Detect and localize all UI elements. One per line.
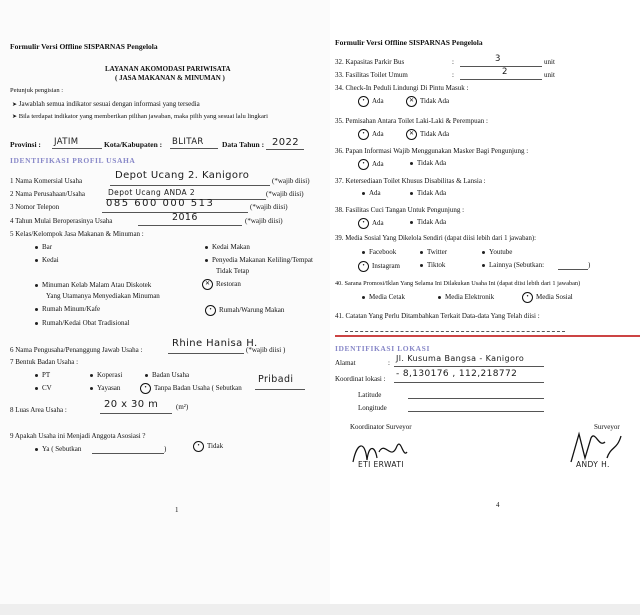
bottom-strip <box>0 604 640 615</box>
media-lainnya[interactable]: Lainnya (Sebutkan: <box>482 261 544 269</box>
left-page: Formulir Versi Offline SISPARNAS Pengelola LAYANAN AKOMODASI PARIWISATA ( JASA MAKANAN & MINUMAN ) Petunjuk pengisian : ➤ Jawablah semua indikator sesuai dengan informasi yang tersedia ➤ Bila terdapat indikator yang memberikan pilihan jawaban, maka pilih yang sesuai lalu lingkari Provinsi : JATIM Kota/Kabupaten : BLITAR Data Tahun : 2022 IDENTIFIKASI PROFIL USAHA 1 Nama Komersial Usaha Depot Ucang 2. Kanigoro (*wajib diisi) 2 Nama Perusahaan/Usaha Depot Ucang ANDA 2 (*wajib diisi) 3 Nomor Telepon 085 600 000 513 (*wajib diisi) 4 Tahun Mulai Beroperasinya Usaha 2016 (*wajib diisi) 5 Kelas/Kelompok Jasa Makanan & Minuman : Bar Kedai Kedai Makan Penyedia Makanan Keliling/Tempat Tidak Tetap Minuman Kelab Malam Atau Diskotek Yang Utamanya Menyediakan Minuman ✕ Restoran Rumah Minum/Kafe • Rumah/Warung Makan Rumah/Kedai Obat Tradisional 6 Nama Pengusaha/Penanggung Jawab Usaha : Rhine Hanisa H. (*wajib diisi ) 7 Bentuk Badan Usaha : PT Koperasi Badan Usaha CV Yayasan • Tanpa Badan Usaha ( Sebutkan Pribadi 8 Luas Area Usaha : 20 x 30 m (m²) 9 Apakah Usaha ini Menjadi Anggota Asosiasi ? Ya ( Sebutkan ) • Tidak 1 <box>0 0 330 615</box>
q2-label: 2 Nama Perusahaan/Usaha <box>10 190 86 198</box>
coord-label: Koordinat lokasi : <box>335 375 386 383</box>
city-value: BLITAR <box>172 137 204 147</box>
opt-bar[interactable]: Bar <box>35 243 52 251</box>
q32-label: 32. Kapasitas Parkir Bus <box>335 58 405 66</box>
instructions-label: Petunjuk pengisian : <box>10 87 64 94</box>
form-subtitle: ( JASA MAKANAN & MINUMAN ) <box>115 74 225 82</box>
opt-minuman-cont: Yang Utamanya Menyediakan Minuman <box>46 292 160 300</box>
q8-value: 20 x 30 m <box>104 399 159 410</box>
opt-kedai[interactable]: Kedai <box>35 256 59 264</box>
q5-label: 5 Kelas/Kelompok Jasa Makanan & Minuman : <box>10 230 144 238</box>
city-label: Kota/Kabupaten : <box>104 140 163 149</box>
q2-required: (*wajib diisi) <box>266 190 304 198</box>
q7-label: 7 Bentuk Badan Usaha : <box>10 358 79 366</box>
q33-label: 33. Fasilitas Toilet Umum <box>335 71 408 79</box>
q4-value: 2016 <box>172 212 198 223</box>
coordinator-label: Koordinator Surveyor <box>350 423 412 431</box>
q40-label: 40. Sarana Promosi/Iklan Yang Selama Ini Dilakukan Usaha Ini (dapat diisi lebih dari 1 jawaban) <box>335 280 581 287</box>
opt-badan-usaha[interactable]: Badan Usaha <box>145 371 189 379</box>
opt-ya[interactable]: Ya ( Sebutkan <box>35 445 81 453</box>
q4-label: 4 Tahun Mulai Beroperasinya Usaha <box>10 217 113 225</box>
opt-kedai-makan[interactable]: Kedai Makan <box>205 243 250 251</box>
q6-label: 6 Nama Pengusaha/Penanggung Jawab Usaha : <box>10 346 143 354</box>
section-divider <box>335 335 640 337</box>
promo-cetak[interactable]: Media Cetak <box>362 293 405 301</box>
q38-ada[interactable]: • Ada <box>358 218 384 229</box>
form-header-right: Formulir Versi Offline SISPARNAS Pengelola <box>335 38 483 47</box>
q33-unit: unit <box>544 71 555 79</box>
province-value: JATIM <box>54 137 79 147</box>
right-page: Formulir Versi Offline SISPARNAS Pengelola 32. Kapasitas Parkir Bus : 3 unit 33. Fasilitas Toilet Umum : 2 unit 34. Check-In Peduli Lindungi Di Pintu Masuk : • Ada ✕ Tidak Ada 35. Pemisahan Antara Toilet Laki-Laki & Perempuan : • Ada ✕ Tidak Ada 36. Papan Informasi Wajib Menggunakan Masker Bagi Pengunjung : • Ada Tidak Ada 37. Ketersediaan Toilet Khusus Disabilitas & Lansia : Ada Tidak Ada 38. Fasilitas Cuci Tangan Untuk Pengunjung : • Ada Tidak Ada 39. Media Sosial Yang Dikelola Sendiri (dapat diisi lebih dari 1 jawaban): Facebook Twitter Youtube • Instagram Tiktok Lainnya (Sebutkan: ) 40. Sarana Promosi/Iklan Yang Selama Ini Dilakukan Usaha Ini (dapat diisi lebih dari 1 jawaban) Media Cetak Media Elektronik • Media Sosial 41. Catatan Yang Perlu Ditambahkan Terkait Data-data Yang Telah diisi : IDENTIFIKASI LOKASI Alamat : Jl. Kusuma Bangsa - Kanigoro Koordinat lokasi : - 8,130176 , 112,218772 Latitude Longitude Koordinator Surveyor ETI ERWATI Surveyor ANDY H. 4 <box>330 0 640 615</box>
q35-label: 35. Pemisahan Antara Toilet Laki-Laki & Perempuan : <box>335 117 488 125</box>
opt-penyedia-cont: Tidak Tetap <box>216 267 250 275</box>
opt-koperasi[interactable]: Koperasi <box>90 371 122 379</box>
opt-pt[interactable]: PT <box>35 371 50 379</box>
q1-required: (*wajib diisi) <box>272 177 310 185</box>
media-youtube[interactable]: Youtube <box>482 248 512 256</box>
q9-label: 9 Apakah Usaha ini Menjadi Anggota Asosiasi ? <box>10 432 146 440</box>
media-instagram[interactable]: • Instagram <box>358 261 400 272</box>
q36-label: 36. Papan Informasi Wajib Menggunakan Masker Bagi Pengunjung : <box>335 147 529 155</box>
q35-tidak-ada[interactable]: ✕ Tidak Ada <box>406 129 449 140</box>
opt-tidak[interactable]: • Tidak <box>193 441 223 452</box>
q32-unit: unit <box>544 58 555 66</box>
coordinator-signature <box>345 432 435 477</box>
q3-label: 3 Nomor Telepon <box>10 203 60 211</box>
longitude-label: Longitude <box>358 404 387 412</box>
q36-ada[interactable]: • Ada <box>358 159 384 170</box>
media-tiktok[interactable]: Tiktok <box>420 261 445 269</box>
section-profile: IDENTIFIKASI PROFIL USAHA <box>10 156 136 165</box>
opt-rumah-warung[interactable]: • Rumah/Warung Makan <box>205 305 284 316</box>
opt-penyedia[interactable]: Penyedia Makanan Keliling/Tempat <box>205 256 313 264</box>
media-twitter[interactable]: Twitter <box>420 248 447 256</box>
address-value: Jl. Kusuma Bangsa - Kanigoro <box>396 354 525 363</box>
page-number-left: 1 <box>175 506 179 514</box>
q8-label: 8 Luas Area Usaha : <box>10 406 67 414</box>
q1-value: Depot Ucang 2. Kanigoro <box>115 170 250 181</box>
q7-other-value: Pribadi <box>258 374 294 385</box>
q38-tidak-ada[interactable]: Tidak Ada <box>410 218 446 226</box>
promo-elektronik[interactable]: Media Elektronik <box>438 293 494 301</box>
q3-required: (*wajib diisi) <box>250 203 288 211</box>
province-label: Provinsi : <box>10 140 41 149</box>
surveyor-label: Surveyor <box>594 423 620 431</box>
q37-label: 37. Ketersediaan Toilet Khusus Disabilitas & Lansia : <box>335 177 486 185</box>
section-location: IDENTIFIKASI LOKASI <box>335 344 430 353</box>
opt-cv[interactable]: CV <box>35 384 52 392</box>
q1-label: 1 Nama Komersial Usaha <box>10 177 83 185</box>
q2-value: Depot Ucang ANDA 2 <box>108 188 196 197</box>
promo-sosial[interactable]: • Media Sosial <box>522 292 573 303</box>
q6-required: (*wajib diisi ) <box>246 346 286 354</box>
coord-value: - 8,130176 , 112,218772 <box>396 369 518 379</box>
form-header: Formulir Versi Offline SISPARNAS Pengelola <box>10 42 158 51</box>
q38-label: 38. Fasilitas Cuci Tangan Untuk Pengunjung : <box>335 206 465 214</box>
opt-minuman[interactable]: Minuman Kelab Malam Atau Diskotek <box>35 281 151 289</box>
surveyor-name: ANDY H. <box>576 460 610 469</box>
q6-value: Rhine Hanisa H. <box>172 338 258 349</box>
media-facebook[interactable]: Facebook <box>362 248 396 256</box>
form-title: LAYANAN AKOMODASI PARIWISATA <box>105 65 231 73</box>
opt-rumah-kedai[interactable]: Rumah/Kedai Obat Tradisional <box>35 319 130 327</box>
instruction-2: ➤ Bila terdapat indikator yang memberikan pilihan jawaban, maka pilih yang sesuai lalu lingkari <box>12 113 268 120</box>
q37-tidak-ada[interactable]: Tidak Ada <box>410 189 446 197</box>
q35-ada[interactable]: • Ada <box>358 129 384 140</box>
q39-label: 39. Media Sosial Yang Dikelola Sendiri (dapat diisi lebih dari 1 jawaban): <box>335 235 537 242</box>
opt-restoran[interactable]: ✕ Restoran <box>202 279 241 290</box>
q3-value: 085 600 000 513 <box>106 198 215 209</box>
q34-label: 34. Check-In Peduli Lindungi Di Pintu Masuk : <box>335 84 469 92</box>
q33-value: 2 <box>502 67 508 77</box>
q32-value: 3 <box>495 54 501 64</box>
year-value: 2022 <box>272 137 300 148</box>
q34-tidak-ada[interactable]: ✕ Tidak Ada <box>406 96 449 107</box>
q8-unit: (m²) <box>176 403 189 411</box>
opt-rumah-minum[interactable]: Rumah Minum/Kafe <box>35 305 100 313</box>
page-number-right: 4 <box>496 501 500 509</box>
opt-yayasan[interactable]: Yayasan <box>90 384 120 392</box>
opt-tanpa-badan[interactable]: • Tanpa Badan Usaha ( Sebutkan <box>140 383 242 394</box>
year-label: Data Tahun : <box>222 140 265 149</box>
address-label: Alamat <box>335 359 356 367</box>
q41-label: 41. Catatan Yang Perlu Ditambahkan Terkait Data-data Yang Telah diisi : <box>335 312 540 320</box>
latitude-label: Latitude <box>358 391 382 399</box>
coordinator-name: ETI ERWATI <box>358 460 404 469</box>
q37-ada[interactable]: Ada <box>362 189 381 197</box>
q36-tidak-ada[interactable]: Tidak Ada <box>410 159 446 167</box>
instruction-1: ➤ Jawablah semua indikator sesuai dengan informasi yang tersedia <box>12 100 200 108</box>
q34-ada[interactable]: • Ada <box>358 96 384 107</box>
q4-required: (*wajib diisi) <box>245 217 283 225</box>
